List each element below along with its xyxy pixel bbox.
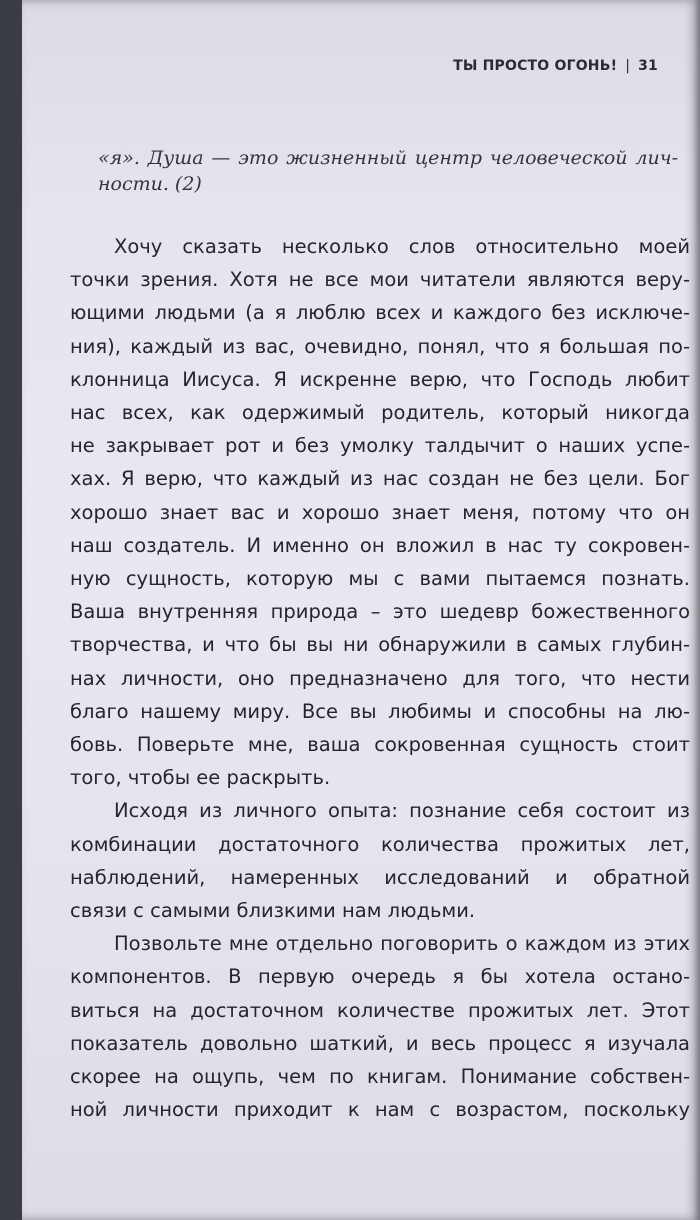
text-line: Позвольте мне отдельно поговорить о каждом из этих: [114, 932, 690, 956]
page-edge-shadow: [694, 0, 700, 1220]
epigraph-line: ности. (2): [98, 173, 202, 195]
text-line: Ваша внутренняя природа – это шедевр божественного: [70, 600, 690, 624]
text-line: ющими людьми (а я люблю всех и каждого без исключе-: [70, 301, 690, 325]
text-line: комбинации достаточного количества прожитых лет,: [70, 832, 690, 856]
paragraph-2: [70, 794, 690, 927]
text-line: ния), каждый из вас, очевидно, понял, что я большая по-: [70, 334, 690, 358]
text-line: Хочу сказать несколько слов относительно моей: [114, 235, 690, 258]
text-line: не закрывает рот и без умолку талдычит о наших успе-: [70, 434, 690, 458]
running-head-title: ТЫ ПРОСТО ОГОНЬ!: [453, 58, 618, 74]
text-line: Исходя из личного опыта: познание себя состоит из: [114, 799, 690, 823]
text-line: показатель довольно шаткий, и весь процесс я изучала: [70, 1031, 690, 1055]
text-line: хорошо знает вас и хорошо знает меня, потому что он: [70, 500, 690, 524]
text-line: виться на достаточном количестве прожитых лет. Этот: [70, 998, 690, 1022]
text-line: скорее на ощупь, чем по книгам. Понимание собствен-: [70, 1065, 690, 1089]
page-number: 31: [638, 58, 658, 74]
paragraph-1: [70, 230, 690, 794]
text-line: ной личности приходит к нам с возрастом, поскольку: [70, 1098, 690, 1122]
text-line: ную сущность, которую мы с вами пытаемся познать.: [70, 567, 690, 591]
text-line: наблюдений, намеренных исследований и обратной: [70, 865, 690, 889]
epigraph-line: «я». Душа — это жизненный центр человеческой лич-: [98, 147, 678, 169]
running-head: [453, 58, 658, 74]
text-line: бовь. Поверьте мне, ваша сокровенная сущность стоит: [70, 733, 690, 757]
text-line: клонница Иисуса. Я искренне верю, что Господь любит: [70, 367, 690, 391]
text-line: того, чтобы ее раскрыть.: [70, 766, 331, 790]
text-line: творчества, и что бы вы ни обнаружили в самых глубин-: [70, 633, 690, 657]
text-line: связи с самыми близкими нам людьми.: [70, 899, 476, 923]
paragraph-3: [70, 927, 690, 1126]
running-head-separator: |: [625, 58, 631, 74]
text-line: компонентов. В первую очередь я бы хотела остано-: [70, 965, 690, 989]
text-line: нас всех, как одержимый родитель, который никогда: [70, 401, 690, 425]
text-line: наш создатель. И именно он вложил в нас ту сокровен-: [70, 533, 690, 557]
epigraph: [98, 145, 678, 197]
book-page: [22, 0, 700, 1220]
text-line: благо нашему миру. Все вы любимы и способны на лю-: [70, 699, 690, 723]
body-text: [70, 230, 690, 1126]
text-line: точки зрения. Хотя не все мои читатели являются веру-: [70, 268, 690, 292]
text-line: хах. Я верю, что каждый из нас создан не без цели. Бог: [70, 467, 690, 491]
text-line: нах личности, оно предназначено для того, что нести: [70, 666, 690, 690]
